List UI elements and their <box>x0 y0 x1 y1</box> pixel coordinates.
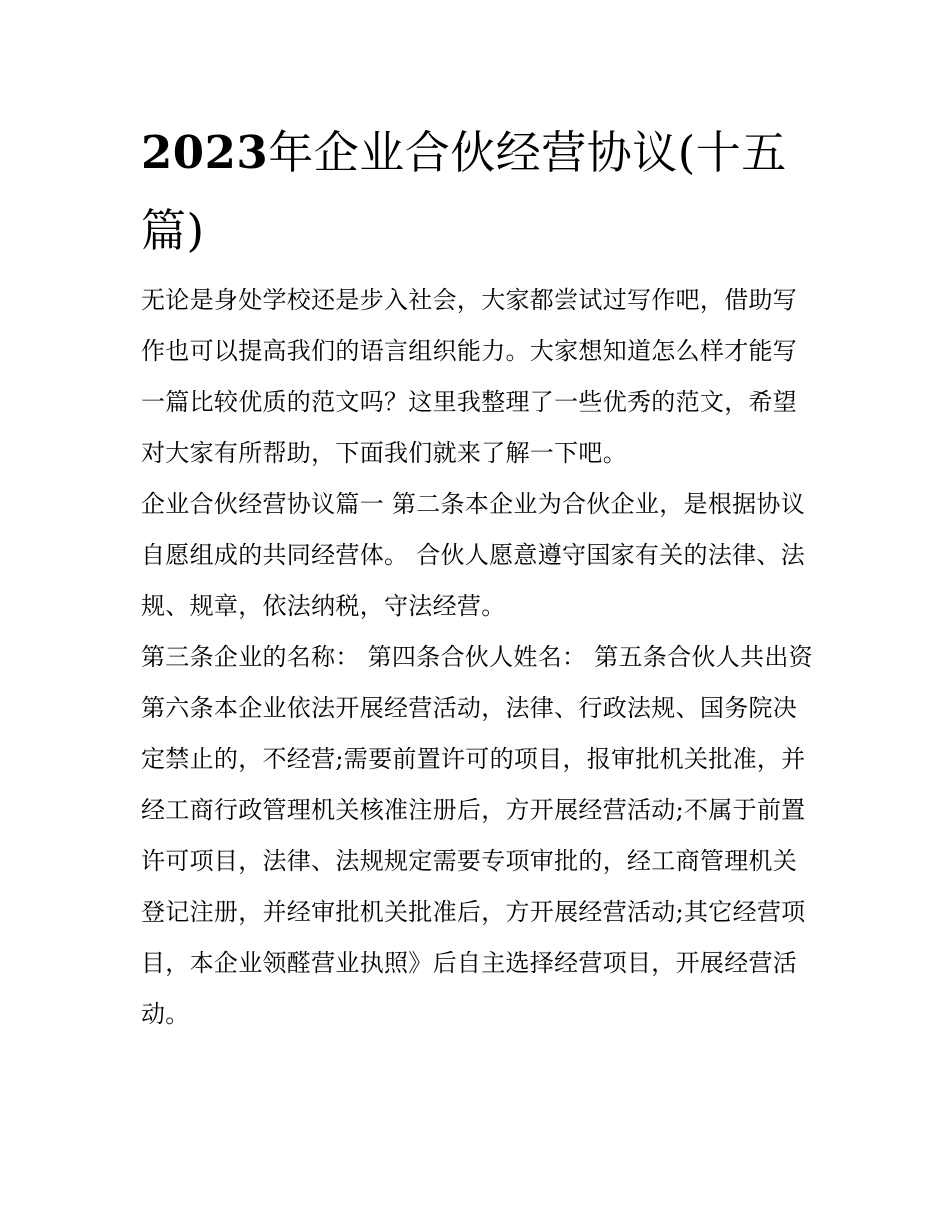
document-title <box>141 114 821 270</box>
articles-3-5-paragraph: 第三条企业的名称： 第四条合伙人姓名： 第五条合伙人共出资 <box>141 643 813 671</box>
article-2-paragraph: 企业合伙经营协议篇一 第二条本企业为合伙企业，是根据协议自愿组成的共同经营体。 合伙人愿意遵守国家有关的法律、法规、规章，依法纳税，守法经营。 <box>141 490 806 620</box>
title-year: 2023 <box>141 126 269 179</box>
title-text: 年企业合伙经营协议(十五篇) <box>141 126 787 257</box>
article-6-paragraph: 第六条本企业依法开展经营活动，法律、行政法规、国务院决定禁止的，不经营;需要前置许可的项目，报审批机关批准，并经工商行政管理机关核准注册后，方开展经营活动;不属于前置许可项目，法律、法规规定需要专项审批的，经工商管理机关登记注册，并经审批机关批准后，方开展经营活动;其它经营项目，本企业领醛营业执照》后自主选择经营项目，开展经营活动。 <box>141 694 806 1028</box>
intro-paragraph: 无论是身处学校还是步入社会，大家都尝试过写作吧，借助写作也可以提高我们的语言组织能力。大家想知道怎么样才能写一篇比较优质的范文吗？这里我整理了一些优秀的范文，希望对大家有所帮助，下面我们就来了解一下吧。 <box>141 286 798 467</box>
document-body <box>141 275 813 1040</box>
